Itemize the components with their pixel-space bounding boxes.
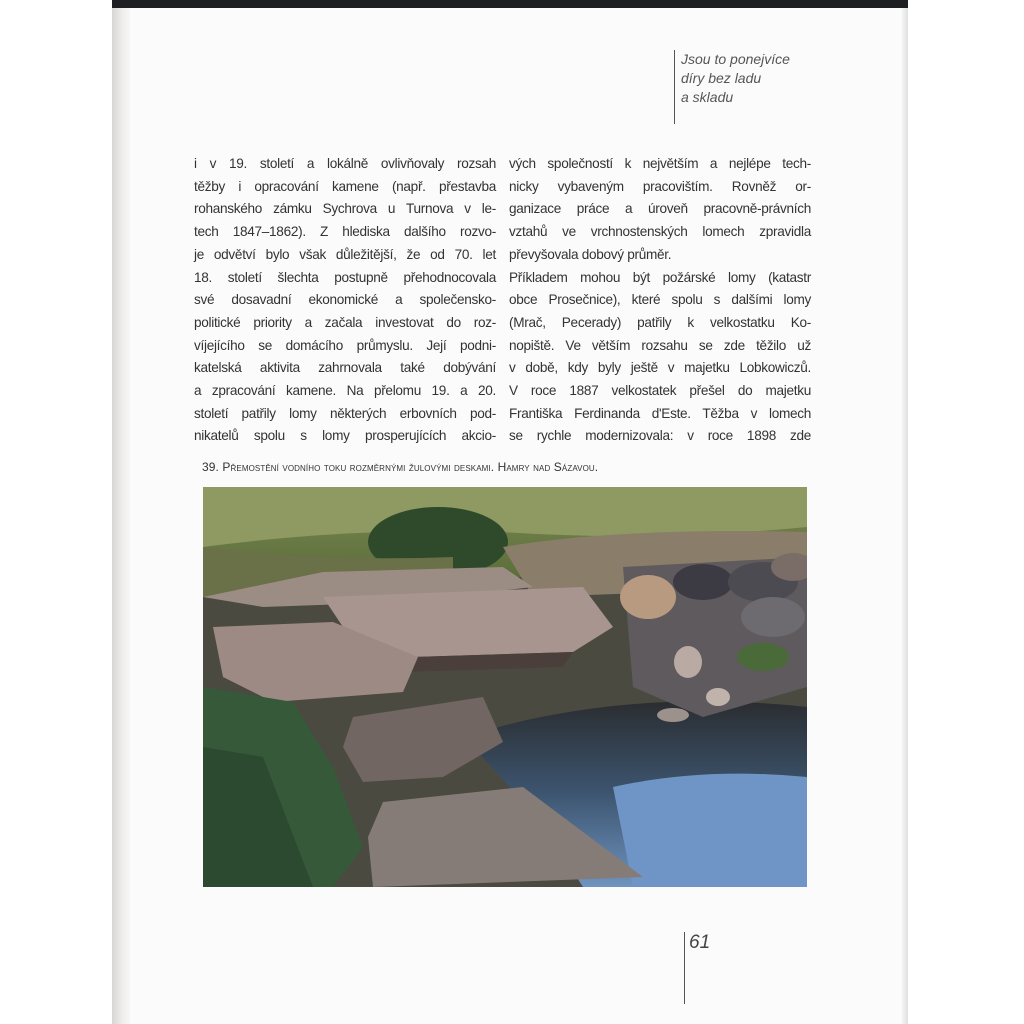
text-line: nikatelů spolu s lomy prosperujících akcio-: [194, 428, 496, 444]
text-line: se rychle modernizovala: v roce 1898 zde: [509, 428, 811, 444]
scan-margin: [908, 0, 1024, 1024]
sidebar-quote: [674, 50, 821, 124]
text-line: politické priority a začala investovat do roz-: [194, 314, 496, 330]
quote-line: a skladu: [681, 89, 734, 105]
text-line: těžby i opracování kamene (např. přestavba: [194, 178, 496, 194]
text-column-right: [509, 153, 811, 448]
text-line: 18. století šlechta postupně přehodnocovala: [194, 269, 496, 285]
text-line: vztahů ve vrchnostenských lomech zpravidla: [509, 224, 811, 240]
text-line: víjejícího se domácího průmyslu. Její podni-: [194, 337, 496, 353]
text-line: století patřily lomy některých erbovních pod-: [194, 405, 496, 421]
text-line: a zpracování kamene. Na přelomu 19. a 20.: [194, 383, 496, 399]
text-line: nicky vybaveným pracovištím. Rovněž or-: [509, 178, 811, 194]
text-line: katelská aktivita zahrnovala také dobývání: [194, 360, 496, 376]
page-number-text: 61: [689, 932, 711, 953]
text-line: je odvětví bylo však důležitější, že od 70. let: [194, 246, 496, 262]
text-line: rohanského zámku Sychrova u Turnova v le-: [194, 201, 496, 217]
text-line: Příkladem mohou být požárské lomy (katastr: [509, 269, 811, 285]
text-line: převyšovala dobový průměr.: [509, 246, 672, 262]
caption-text: Přemostění vodního toku rozměrnými žulovými deskami. Hamry nad Sázavou.: [222, 460, 599, 474]
text-line: Františka Ferdinanda d'Este. Těžba v lomech: [509, 405, 811, 421]
text-line: i v 19. století a lokálně ovlivňovaly rozsah: [194, 156, 496, 171]
text-line: (Mrač, Pecerady) patřily k velkostatku Ko-: [509, 314, 811, 330]
text-line: tech 1847–1862). Z hlediska dalšího rozvo-: [194, 224, 496, 240]
text-line: V roce 1887 velkostatek přešel do majetku: [509, 383, 811, 399]
caption-number: 39.: [202, 460, 219, 474]
quote-line: díry bez ladu: [681, 70, 762, 86]
book-gutter: [112, 8, 130, 1024]
text-line: vých společností k největším a nejlépe tech-: [509, 156, 811, 171]
figure-caption: [202, 460, 598, 474]
page-number: [684, 932, 710, 1004]
text-column-left: [194, 153, 496, 448]
text-line: nopiště. Ve větším rozsahu se zde těžilo už: [509, 337, 811, 353]
stone-bridge-photo: [203, 487, 807, 887]
text-line: své dosavadní ekonomické a společensko-: [194, 292, 496, 308]
text-line: ganizace práce a úroveň pracovně-právních: [509, 201, 811, 217]
text-line: v době, kdy byly ještě v majetku Lobkowiczů.: [509, 360, 811, 376]
quote-line: Jsou to ponejvíce: [681, 51, 790, 67]
text-line: obce Prosečnice), které spolu s dalšími lomy: [509, 292, 811, 308]
